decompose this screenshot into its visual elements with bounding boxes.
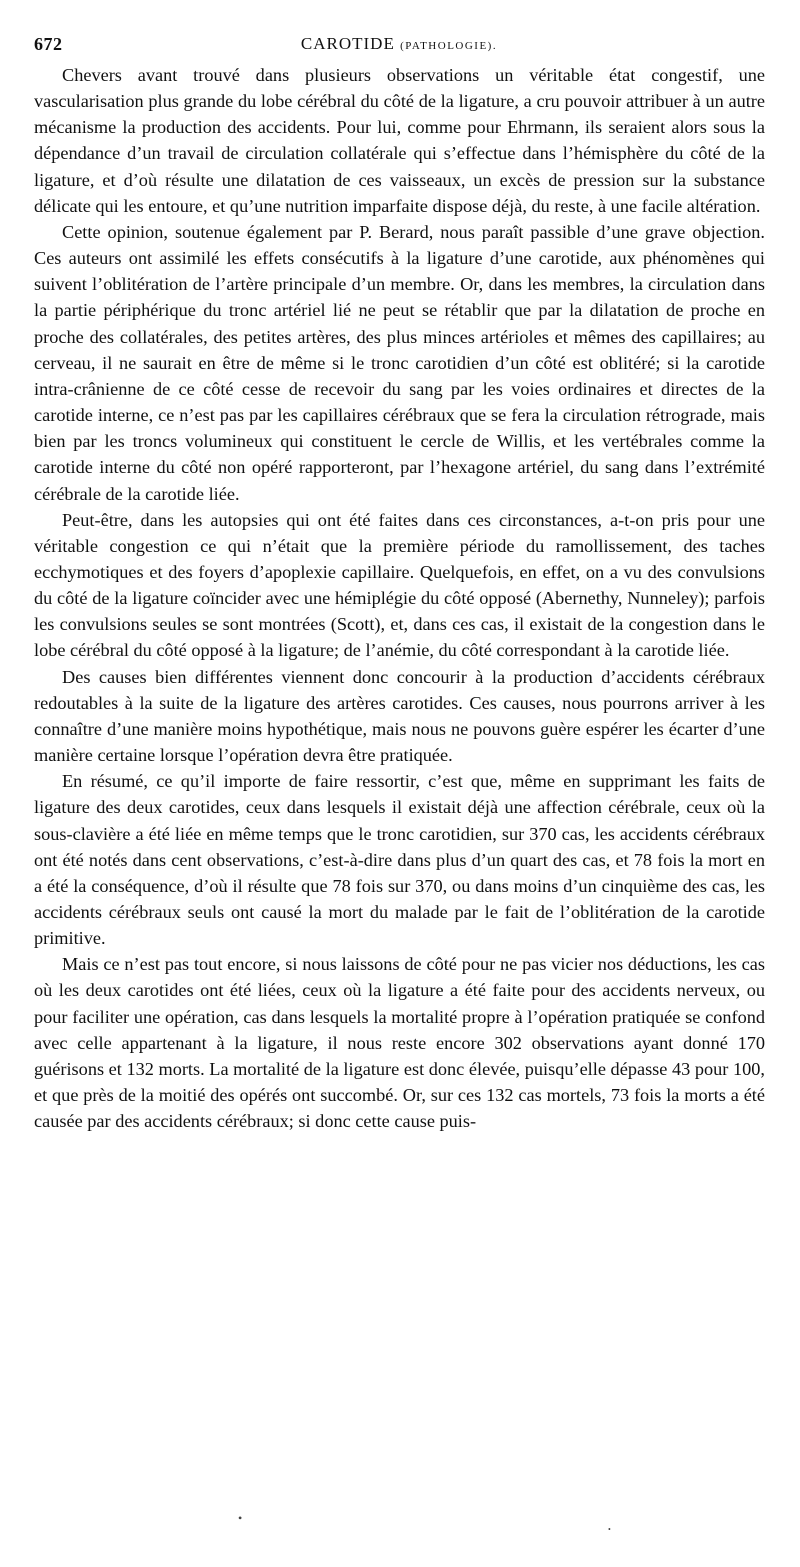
paragraph-5: En résumé, ce qu’il importe de faire ressortir, c’est que, même en supprimant les faits de ligature des deux carotides, ceux dans lesquels il existait déjà une affection cérébrale, ceux où la sous-clavière a été liée en même temps que le tronc carotidien, sur 370 cas, les accidents cérébraux ont été notés dans cent observations, c’est-à-dire dans plus d’un quart des cas, et 78 fois la mort en a été la conséquence, d’où il résulte que 78 fois sur 370, ou dans moins d’un cinquième des cas, les accidents cérébraux seuls ont causé la mort du malade par le fait de l’oblitération de la carotide primitive.: [34, 771, 765, 949]
paragraph-3: Peut-être, dans les autopsies qui ont été faites dans ces circonstances, a-t-on pris pour une véritable congestion ce qui n’était que la première période du ramollissement, des taches ecchymotiques et des foyers d’apoplexie capillaire. Quelquefois, en effet, on a vu des convulsions du côté de la ligature coïncider avec une hémiplégie du côté opposé (Abernethy, Nunneley); parfois les convulsions seules se sont montrées (Scott), et, dans ces cas, il existait de la congestion dans le lobe cérébral du côté opposé à la ligature; de l’anémie, du côté correspondant à la carotide liée.: [34, 509, 765, 661]
paragraph-6: Mais ce n’est pas tout encore, si nous laissons de côté pour ne pas vicier nos déductions, les cas où les deux carotides ont été liées, ceux où la ligature a été faite pour des accidents nerveux, ou pour faciliter une opération, cas dans lesquels la mortalité propre à l’opération pratiquée se confond avec celle appartenant à la ligature, il nous reste encore 302 observations ayant donné 170 guérisons et 132 morts. La mortalité de la ligature est donc élevée, puisqu’elle dépasse 43 pour 100, et que près de la moitié des opérés ont succombé. Or, sur ces 132 cas mortels, 73 fois la morts a été causée par des accidents cérébraux; si donc cette cause puis-: [34, 954, 765, 1132]
running-head: [34, 34, 764, 60]
paragraph-1: Chevers avant trouvé dans plusieurs observations un véritable état congestif, une vascularisation plus grande du lobe cérébral du côté de la ligature, a cru pouvoir attribuer à un autre mécanisme la production des accidents. Pour lui, comme pour Ehrmann, ils seraient alors sous la dépendance d’un travail de circulation collatérale qui s’effectue dans l’hémisphère du côté de la ligature, et d’où résulte une dilatation de ces vaisseaux, un excès de pression sur la substance délicate qui les entoure, et qu’une nutrition imparfaite dispose déjà, du reste, à une facile altération.: [34, 65, 765, 216]
paragraph-2: Cette opinion, soutenue également par P. Berard, nous paraît passible d’une grave objection. Ces auteurs ont assimilé les effets consécutifs à la ligature d’une carotide, aux phénomènes qui suivent l’oblitération de l’artère principale d’un membre. Or, dans les membres, la circulation dans la partie périphérique du tronc artériel lié ne peut se rétablir que par la dilatation de proche en proche des collatérales, des petites artères, des plus minces artérioles et mêmes des capillaires; au cerveau, il ne saurait en être de même si le tronc carotidien d’un côté est oblitéré; si la carotide intra-crânienne de ce côté cesse de recevoir du sang par les voies ordinaires et directes de la carotide interne, ce n’est pas par les capillaires cérébraux que se fera la circulation rétrograde, mais bien par les troncs volumineux qui constituent le cercle de Willis, et les vertébrales comme la carotide interne du côté non opéré rapporteront, par l’hexagone artériel, du sang dans l’extrémité cérébrale de la carotide liée.: [34, 221, 765, 504]
paragraph-4: Des causes bien différentes viennent donc concourir à la production d’accidents cérébraux redoutables à la suite de la ligature des artères carotides. Ces causes, nous pourrons arriver à les connaître d’une manière moins hypothétique, mais nous ne pouvons guère espérer les écarter d’une manière certaine lorsque l’opération devra être pratiquée.: [34, 666, 765, 766]
body-text: [34, 62, 765, 1134]
ink-speck: •: [238, 1511, 243, 1525]
running-title: [34, 34, 764, 54]
ink-speck: •: [608, 1525, 611, 1534]
page-number: 672: [34, 34, 63, 54]
running-title-main: CAROTIDE: [300, 34, 395, 53]
running-title-subtitle: (PATHOLOGIE).: [400, 40, 498, 52]
